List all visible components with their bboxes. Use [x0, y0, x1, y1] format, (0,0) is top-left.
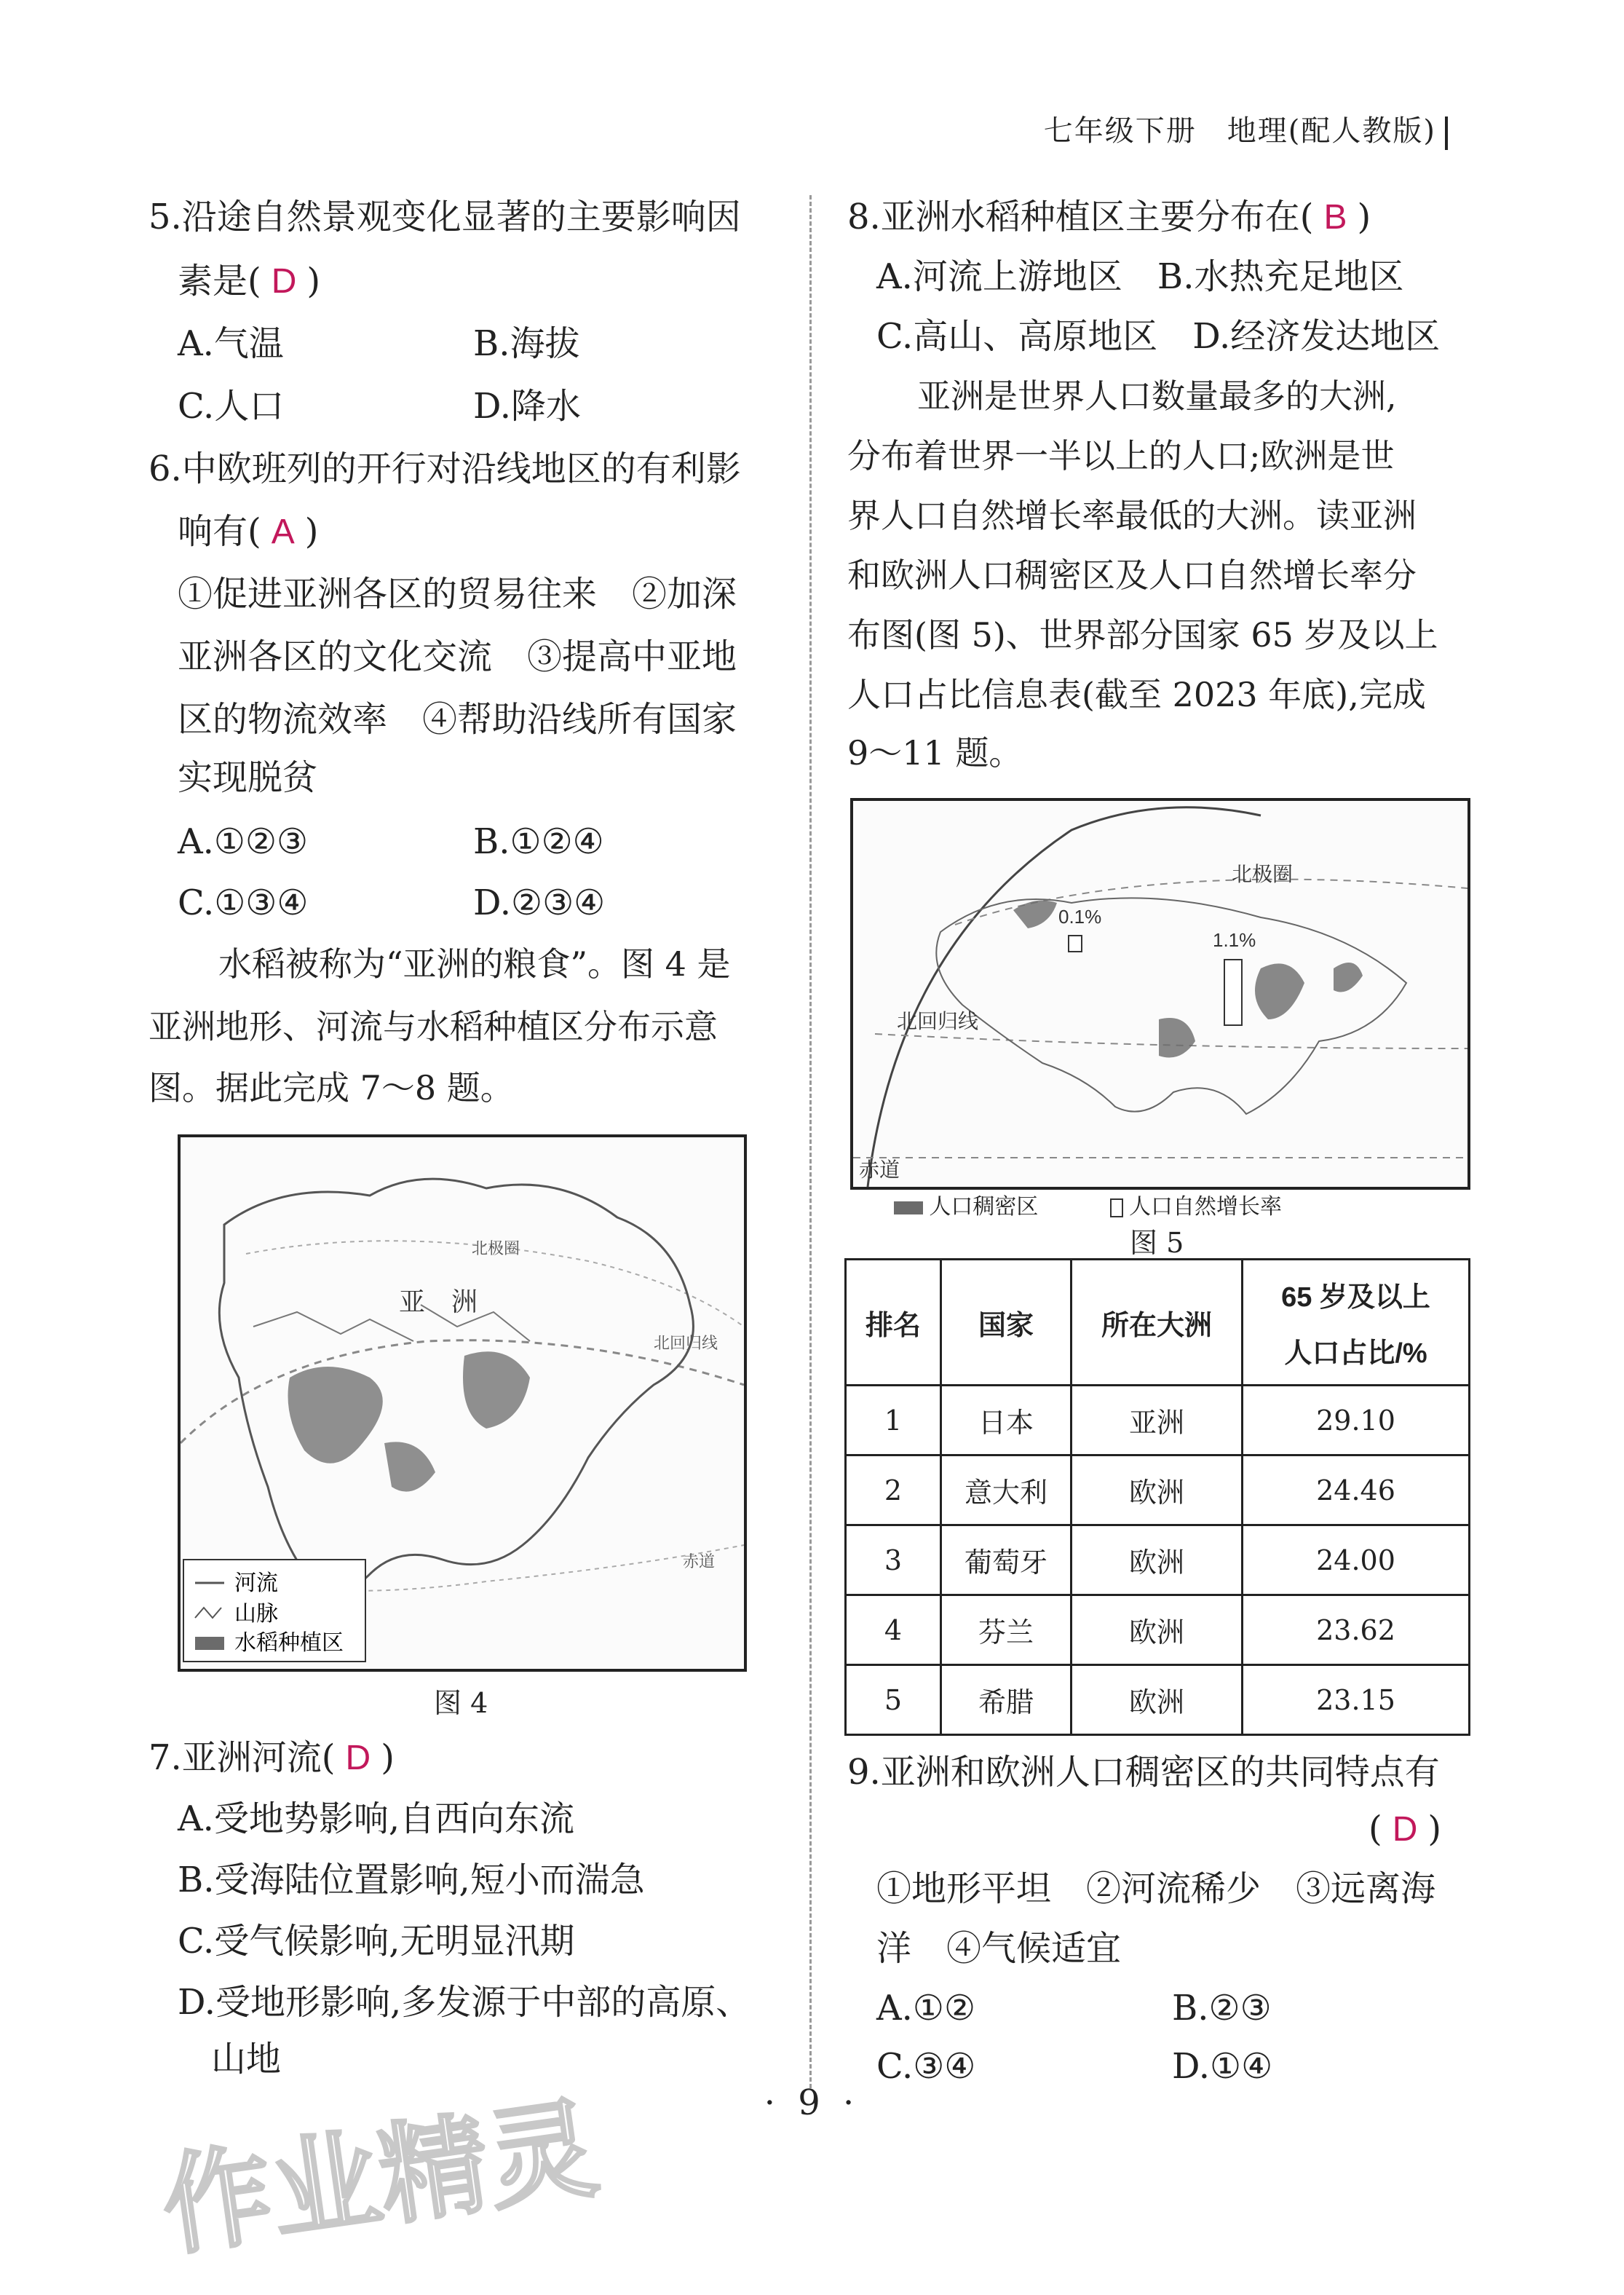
q9-opt-line1: ①地形平坦 ②河流稀少 ③远离海: [876, 1868, 1436, 1909]
intro911-line5: 布图(图 5)、世界部分国家 65 岁及以上: [847, 615, 1438, 655]
th-percent: 65 岁及以上 人口占比/%: [1243, 1260, 1470, 1386]
label-equator: 赤道: [683, 1552, 716, 1571]
th-continent: 所在大洲: [1072, 1260, 1243, 1386]
q8-options-cd: C.高山、高原地区 D.经济发达地区: [876, 316, 1441, 357]
legend-mountain: 山脉: [234, 1602, 278, 1626]
q9-answer: D: [1392, 1810, 1418, 1849]
q6-opt-line4: 实现脱贫: [178, 757, 318, 798]
label-asia-rate: 1.1%: [1213, 929, 1256, 951]
intro911-line2: 分布着世界一半以上的人口;欧洲是世: [847, 436, 1395, 475]
intro911-line7: 9～11 题。: [847, 733, 1023, 773]
label-europe-rate: 0.1%: [1058, 906, 1102, 928]
label-equator: 赤道: [859, 1158, 900, 1181]
tropic-line: [181, 1340, 744, 1443]
table-row: 5 希腊 欧洲 23.15: [846, 1665, 1470, 1735]
table-row: 3 葡萄牙 欧洲 24.00: [846, 1525, 1470, 1595]
q9-option-c: C.③④: [876, 2046, 976, 2087]
q6-opt-line1: ①促进亚洲各区的贸易往来 ②加深: [178, 574, 737, 615]
q7-answer: D: [345, 1739, 371, 1777]
dense-area-europe: [1013, 901, 1057, 928]
q6-option-c: C.①③④: [178, 882, 309, 923]
q7-option-c: C.受气候影响,无明显汛期: [178, 1921, 575, 1962]
q7-option-d-line1: D.受地形影响,多发源于中部的高原、: [178, 1982, 751, 2023]
q5-option-d: D.降水: [473, 386, 582, 427]
q9-option-b: B.②③: [1172, 1988, 1272, 2029]
page-number: · 9 ·: [764, 2082, 860, 2123]
intro911-line1: 亚洲是世界人口数量最多的大洲,: [917, 376, 1397, 416]
q7-option-a: A.受地势影响,自西向东流: [178, 1798, 575, 1839]
intro78-line1: 水稻被称为“亚洲的粮食”。图 4 是: [218, 944, 731, 984]
q5-option-a: A.气温: [178, 323, 284, 364]
q7-option-d-line2: 山地: [211, 2039, 282, 2079]
table-header-row: [846, 1260, 1470, 1386]
legend-rate-symbol: [1110, 1198, 1123, 1217]
q6-answer: A: [271, 513, 295, 551]
globe-edge: [868, 807, 1261, 1187]
figure-4-map: [178, 1134, 747, 1672]
population-table: [844, 1258, 1470, 1736]
q6-option-a: A.①②③: [178, 821, 309, 862]
q5-answer: D: [271, 262, 297, 301]
label-tropic: 北回归线: [654, 1334, 718, 1352]
asia-map: [181, 1137, 744, 1669]
q9-option-a: A.①②: [876, 1988, 975, 2029]
q9-answer-paren: ( D ): [1368, 1809, 1442, 1849]
label-arctic-circle: 北极圈: [472, 1239, 520, 1257]
label-tropic: 北回归线: [897, 1010, 979, 1032]
label-asia: 亚 洲: [399, 1287, 478, 1316]
q6-opt-line2: 亚洲各区的文化交流 ③提高中亚地: [178, 636, 737, 677]
intro911-line3: 界人口自然增长率最低的大洲。读亚洲: [847, 496, 1417, 535]
legend-rate: 人口自然增长率: [1129, 1195, 1283, 1219]
q9-opt-line2: 洋 ④气候适宜: [876, 1928, 1122, 1969]
q6-opt-line3: 区的物流效率 ④帮助沿线所有国家: [178, 699, 737, 740]
column-divider: [809, 195, 812, 2088]
rice-area-south-asia: [288, 1367, 383, 1463]
q6-stem-line2: 响有( A ): [178, 511, 319, 552]
intro911-line6: 人口占比信息表(截至 2023 年底),完成: [847, 675, 1426, 714]
q5-option-c: C.人口: [178, 386, 285, 427]
figure-4-caption: 图 4: [434, 1687, 488, 1719]
legend-river: 河流: [234, 1571, 278, 1595]
intro911-line4: 和欧洲人口稠密区及人口自然增长率分: [847, 556, 1417, 595]
eurasia-outline: [936, 898, 1406, 1114]
europe-rate-bar: [1069, 936, 1082, 952]
running-header: [1044, 108, 1448, 150]
rice-area-east-asia: [463, 1351, 530, 1429]
q5-stem-line1: 5.沿途自然景观变化显著的主要影响因: [148, 197, 741, 237]
q6-stem-line1: 6.中欧班列的开行对沿线地区的有利影: [148, 449, 741, 489]
q7-stem: 7.亚洲河流( D ): [148, 1737, 395, 1778]
label-arctic-circle: 北极圈: [1232, 863, 1294, 885]
q8-stem: 8.亚洲水稻种植区主要分布在( B ): [847, 197, 1371, 237]
fig5-legend: [894, 1188, 1282, 1220]
q5-option-b: B.海拔: [473, 323, 580, 364]
dense-area-south-asia: [1159, 1018, 1195, 1058]
q9-stem: 9.亚洲和欧洲人口稠密区的共同特点有: [847, 1752, 1440, 1793]
q7-option-b: B.受海陆位置影响,短小而湍急: [178, 1860, 645, 1900]
dense-area-japan: [1334, 963, 1363, 992]
legend-rice-symbol: [195, 1637, 224, 1650]
dense-area-east-asia: [1255, 963, 1304, 1019]
population-map: [853, 801, 1467, 1187]
header-bar: [1445, 116, 1448, 150]
figure-5-caption: 图 5: [1130, 1227, 1184, 1259]
table-row: 2 意大利 欧洲 24.46: [846, 1455, 1470, 1525]
table-row: 4 芬兰 欧洲 23.62: [846, 1595, 1470, 1665]
rice-area-southeast-asia: [384, 1442, 435, 1491]
table-row: 1 日本 亚洲 29.10: [846, 1386, 1470, 1455]
river-path: [253, 1312, 413, 1341]
q6-option-b: B.①②④: [473, 821, 604, 862]
q8-options-ab: A.河流上游地区 B.水热充足地区: [876, 256, 1404, 297]
th-rank: 排名: [846, 1260, 941, 1386]
q8-answer: B: [1323, 198, 1347, 237]
legend-dense: 人口稠密区: [929, 1195, 1039, 1219]
header-text: 七年级下册 地理(配人教版): [1043, 114, 1436, 148]
asia-rate-bar: [1224, 960, 1242, 1025]
q9-option-d: D.①④: [1172, 2046, 1273, 2087]
legend-rice: 水稻种植区: [234, 1631, 344, 1655]
intro78-line2: 亚洲地形、河流与水稻种植区分布示意: [148, 1007, 718, 1046]
q5-stem-line2: 素是( D ): [178, 261, 321, 301]
watermark: 作业精灵: [155, 2086, 605, 2269]
th-country: 国家: [941, 1260, 1072, 1386]
figure-5-map: [850, 798, 1470, 1190]
legend-dense-symbol: [894, 1201, 923, 1214]
q6-option-d: D.②③④: [473, 882, 606, 923]
intro78-line3: 图。据此完成 7～8 题。: [148, 1068, 514, 1107]
